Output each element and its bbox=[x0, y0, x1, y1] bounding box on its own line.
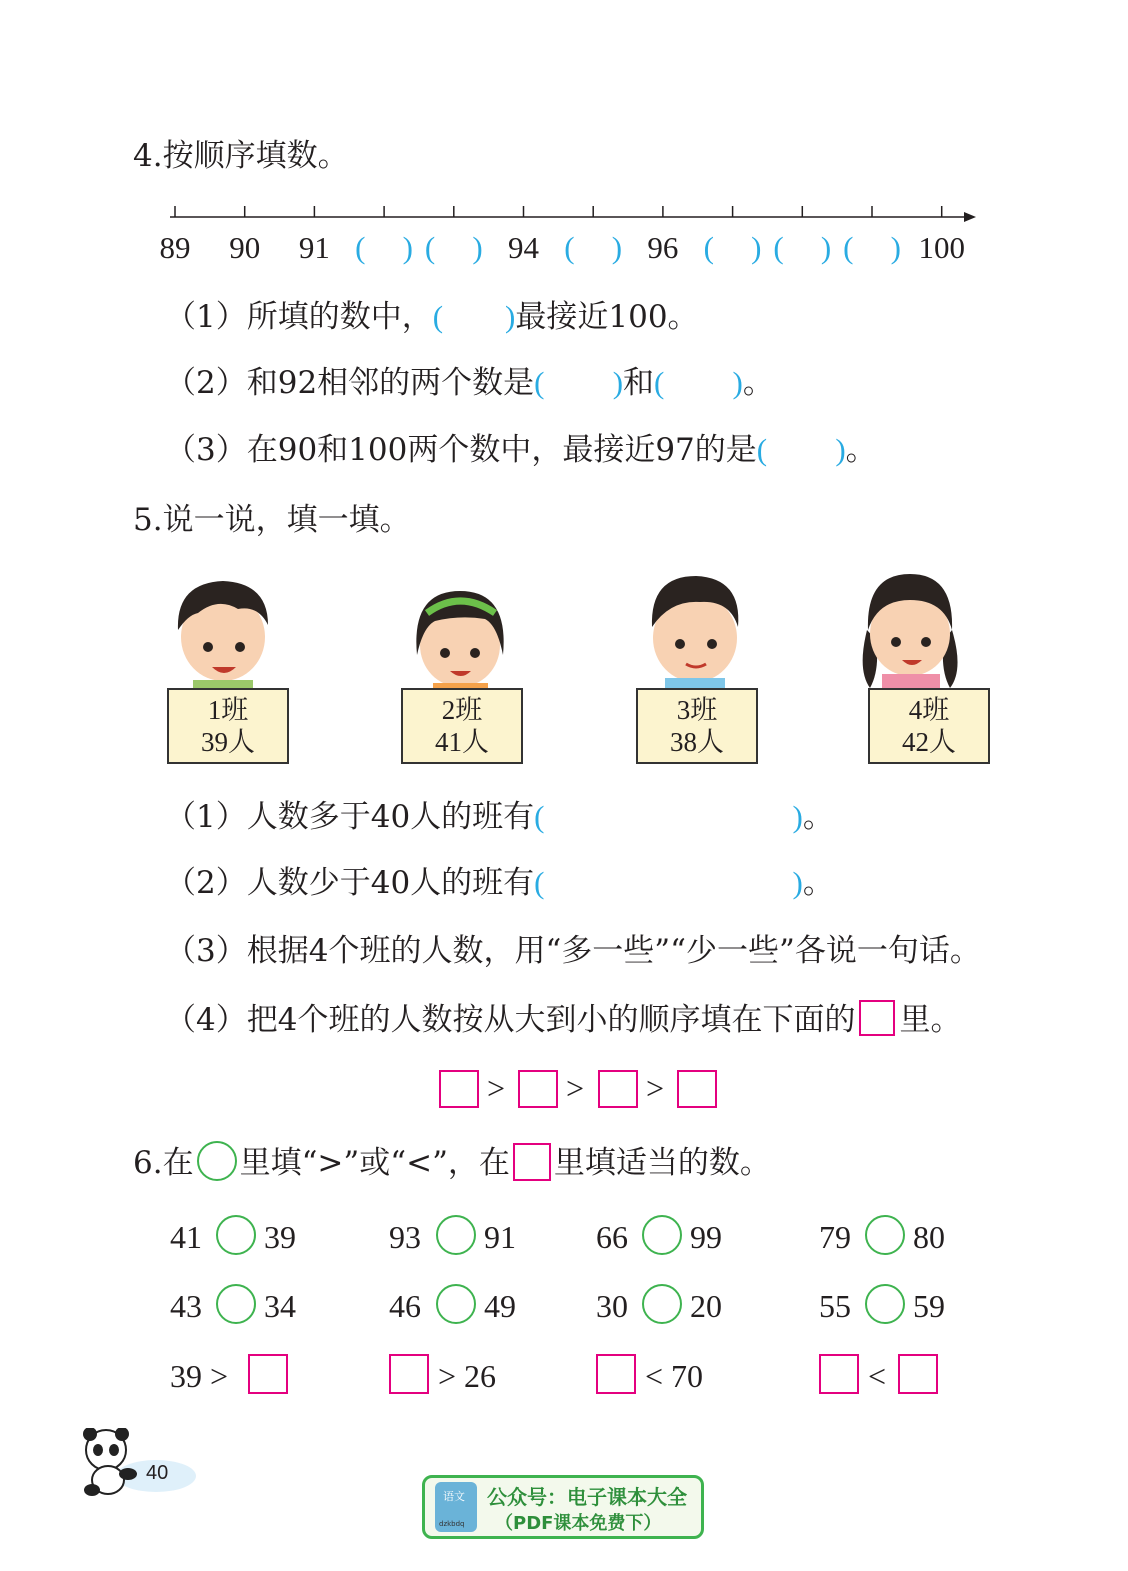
number-line-blank[interactable]: ( ) bbox=[424, 230, 483, 265]
answer-box[interactable] bbox=[389, 1354, 429, 1394]
number: 39 bbox=[264, 1219, 296, 1255]
number-line-blank[interactable]: ( ) bbox=[355, 230, 414, 265]
circle-sample bbox=[197, 1141, 237, 1181]
banner-line2: （PDF课本免费下） bbox=[495, 1513, 662, 1534]
q5-sub4-pre: （4）把4个班的人数按从大到小的顺序填在下面的 bbox=[165, 1002, 856, 1038]
number: 80 bbox=[913, 1219, 945, 1255]
answer-box[interactable] bbox=[248, 1354, 288, 1394]
number: 66 bbox=[596, 1219, 628, 1255]
banner-line1: 公众号：电子课本大全 bbox=[487, 1485, 687, 1509]
number-line bbox=[160, 200, 980, 230]
answer-box[interactable] bbox=[819, 1354, 859, 1394]
compare-circle[interactable] bbox=[642, 1284, 682, 1324]
number-line-blank[interactable]: ( ) bbox=[773, 230, 832, 265]
q4-sub2-pre: （2）和92相邻的两个数是 bbox=[165, 365, 535, 401]
q6-title bbox=[133, 1141, 771, 1183]
q5-sub1-post: 。 bbox=[802, 799, 834, 835]
inequality-text: 39 > bbox=[170, 1358, 229, 1394]
number: 91 bbox=[484, 1219, 516, 1255]
boy-illustration bbox=[168, 575, 278, 695]
compare-circle[interactable] bbox=[436, 1215, 476, 1255]
compare-circle[interactable] bbox=[865, 1284, 905, 1324]
inequality-text: < 70 bbox=[645, 1358, 704, 1394]
q4-sub3 bbox=[165, 430, 877, 470]
class-count: 41人 bbox=[435, 727, 489, 757]
q4-sub1-post: 最接近100。 bbox=[515, 299, 699, 335]
q5-sub1-pre: （1）人数多于40人的班有 bbox=[165, 799, 535, 835]
answer-box[interactable] bbox=[898, 1354, 938, 1394]
number-line-label: 89 bbox=[159, 230, 191, 265]
q4-sub2-post: 。 bbox=[742, 365, 774, 401]
boy-illustration bbox=[640, 572, 750, 692]
q4-sub2-mid: 和 bbox=[623, 365, 655, 401]
number-line-blank[interactable]: ( ) bbox=[703, 230, 762, 265]
answer-blank[interactable]: ( ) bbox=[756, 432, 846, 467]
q5-sub4 bbox=[165, 1000, 961, 1040]
q5-sub4-post: 里。 bbox=[899, 1002, 962, 1038]
number-line-label: 91 bbox=[298, 230, 330, 265]
q5-sub1 bbox=[165, 797, 834, 837]
class-name: 4班 bbox=[908, 695, 950, 725]
girl-illustration bbox=[405, 585, 515, 695]
number: 93 bbox=[389, 1219, 421, 1255]
answer-blank[interactable]: ( ) bbox=[534, 865, 803, 900]
class-card bbox=[401, 688, 523, 764]
number: 20 bbox=[690, 1288, 722, 1324]
answer-box[interactable] bbox=[596, 1354, 636, 1394]
number: 46 bbox=[389, 1288, 421, 1324]
number: 34 bbox=[264, 1288, 296, 1324]
gt-sign: > bbox=[487, 1070, 506, 1106]
class-card bbox=[868, 688, 990, 764]
q6-title-c: 里填适当的数。 bbox=[553, 1145, 771, 1181]
q4-sub3-post: 。 bbox=[845, 432, 877, 468]
class-card bbox=[636, 688, 758, 764]
panda-icon bbox=[78, 1428, 198, 1500]
q4-sub3-pre: （3）在90和100两个数中，最接近97的是 bbox=[165, 432, 757, 468]
number-line-label: 94 bbox=[508, 230, 539, 265]
compare-circle[interactable] bbox=[642, 1215, 682, 1255]
girl-illustration bbox=[852, 570, 967, 695]
gt-sign: > bbox=[646, 1070, 665, 1106]
class-count: 39人 bbox=[201, 727, 255, 757]
number: 30 bbox=[596, 1288, 628, 1324]
box-sample bbox=[513, 1143, 551, 1181]
number-line-label: 100 bbox=[918, 230, 965, 265]
book-sub: dzkbdq bbox=[439, 1520, 465, 1528]
q5-sub2-pre: （2）人数少于40人的班有 bbox=[165, 865, 535, 901]
number-line-label: 96 bbox=[647, 230, 679, 265]
class-count: 38人 bbox=[670, 727, 724, 757]
q4-title: 4.按顺序填数。 bbox=[133, 138, 349, 174]
answer-blank[interactable]: ( ) bbox=[534, 365, 624, 400]
q5-title: 5.说一说，填一填。 bbox=[133, 502, 411, 538]
number-line-label: 90 bbox=[229, 230, 261, 265]
class-card bbox=[167, 688, 289, 764]
promo-banner bbox=[422, 1475, 704, 1539]
answer-blank[interactable]: ( ) bbox=[534, 799, 803, 834]
number-line-blank[interactable]: ( ) bbox=[843, 230, 901, 265]
q5-sub2 bbox=[165, 863, 834, 903]
answer-box[interactable] bbox=[677, 1070, 717, 1108]
book-icon bbox=[435, 1482, 477, 1532]
answer-blank[interactable]: ( ) bbox=[432, 299, 516, 334]
answer-box[interactable] bbox=[518, 1070, 558, 1108]
inequality-text: < bbox=[868, 1358, 887, 1394]
answer-box[interactable] bbox=[598, 1070, 638, 1108]
compare-circle[interactable] bbox=[436, 1284, 476, 1324]
gt-sign: > bbox=[566, 1070, 585, 1106]
q6-title-b: 里填“>”或“<”，在 bbox=[239, 1145, 510, 1181]
number: 41 bbox=[170, 1219, 202, 1255]
class-name: 3班 bbox=[676, 695, 718, 725]
compare-circle[interactable] bbox=[865, 1215, 905, 1255]
inequality-text: > 26 bbox=[438, 1358, 497, 1394]
number: 55 bbox=[819, 1288, 851, 1324]
compare-circle[interactable] bbox=[216, 1215, 256, 1255]
book-label: 语文 bbox=[443, 1490, 465, 1503]
number: 79 bbox=[819, 1219, 851, 1255]
compare-circle[interactable] bbox=[216, 1284, 256, 1324]
answer-box[interactable] bbox=[439, 1070, 479, 1108]
answer-box-sample bbox=[859, 1000, 895, 1036]
page-number: 40 bbox=[146, 1462, 169, 1484]
q4-sub2 bbox=[165, 363, 774, 403]
q5-sub3: （3）根据4个班的人数，用“多一些”“少一些”各说一句话。 bbox=[165, 933, 981, 969]
number: 43 bbox=[170, 1288, 202, 1324]
q4-sub1 bbox=[165, 297, 699, 337]
number-line-blank[interactable]: ( ) bbox=[564, 230, 623, 265]
number: 49 bbox=[484, 1288, 516, 1324]
number: 59 bbox=[913, 1288, 945, 1324]
class-name: 2班 bbox=[441, 695, 483, 725]
number: 99 bbox=[690, 1219, 722, 1255]
answer-blank[interactable]: ( ) bbox=[654, 365, 743, 400]
class-count: 42人 bbox=[902, 727, 956, 757]
class-name: 1班 bbox=[207, 695, 249, 725]
q6-title-a: 6.在 bbox=[133, 1145, 194, 1181]
q4-sub1-pre: （1）所填的数中， bbox=[165, 299, 433, 335]
q5-sub2-post: 。 bbox=[802, 865, 834, 901]
